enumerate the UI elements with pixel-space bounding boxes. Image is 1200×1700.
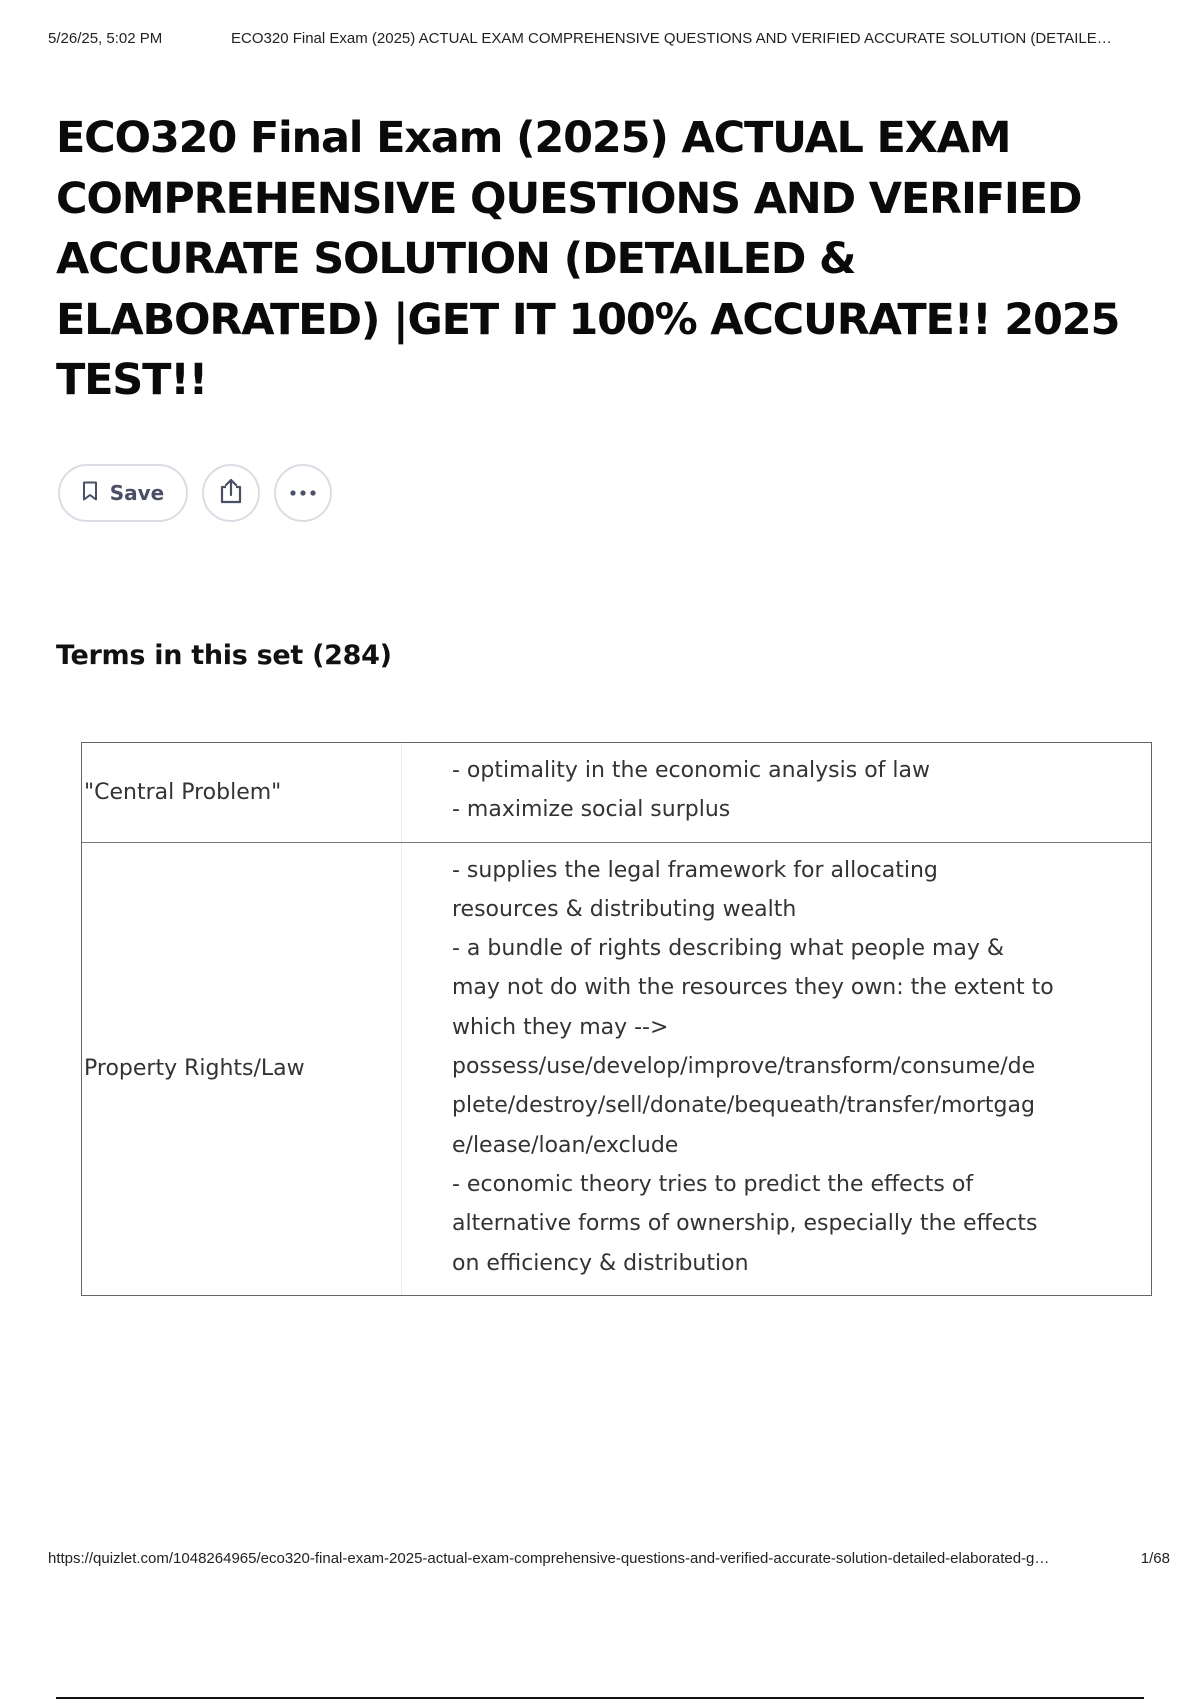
share-icon xyxy=(218,477,244,510)
print-url: https://quizlet.com/1048264965/eco320-final-exam-2025-actual-exam-comprehensive-questions-and-verified-accurate-solution-detailed-elaborated-g… xyxy=(48,1550,1050,1567)
terms-heading: Terms in this set (284) xyxy=(56,640,392,671)
definition-line: - a bundle of rights describing what people may & xyxy=(452,936,1005,962)
definition-line: - supplies the legal framework for allocating xyxy=(452,857,938,883)
definition-line: possess/use/develop/improve/transform/consume/de xyxy=(452,1054,1036,1080)
definition-text xyxy=(402,843,1151,1295)
divider xyxy=(56,1697,1144,1699)
more-horizontal-icon xyxy=(289,484,317,502)
term-row xyxy=(82,743,1151,842)
save-label: Save xyxy=(109,481,165,505)
action-bar xyxy=(58,464,332,522)
share-button[interactable] xyxy=(202,464,260,522)
definition-line: e/lease/loan/exclude xyxy=(452,1132,679,1158)
print-header xyxy=(48,30,1170,50)
more-options-button[interactable] xyxy=(274,464,332,522)
definition-line: plete/destroy/sell/donate/bequeath/transfer/mortgag xyxy=(452,1093,1035,1119)
print-doc-title: ECO320 Final Exam (2025) ACTUAL EXAM COMPREHENSIVE QUESTIONS AND VERIFIED ACCURATE SOLUTION (DETAILE… xyxy=(231,30,1112,47)
definition-line: - optimality in the economic analysis of law xyxy=(452,758,930,783)
definition-line: alternative forms of ownership, especially the effects xyxy=(452,1211,1038,1237)
term-row xyxy=(82,842,1151,1295)
definition-text xyxy=(402,743,1151,842)
definition-line: which they may --> xyxy=(452,1014,669,1040)
definition-line: on efficiency & distribution xyxy=(452,1250,749,1276)
page-number: 1/68 xyxy=(1140,1550,1170,1567)
print-footer xyxy=(48,1550,1170,1570)
term-text: Property Rights/Law xyxy=(82,843,402,1295)
save-button[interactable] xyxy=(58,464,188,522)
print-date: 5/26/25, 5:02 PM xyxy=(48,30,163,47)
bookmark-icon xyxy=(82,481,98,506)
page-title: ECO320 Final Exam (2025) ACTUAL EXAM COMPREHENSIVE QUESTIONS AND VERIFIED ACCURATE SOLUTION (DETAILED & ELABORATED) |GET IT 100% ACCURATE!! 2025 TEST!! xyxy=(56,113,1120,405)
definition-line: resources & distributing wealth xyxy=(452,896,797,922)
definition-line: - maximize social surplus xyxy=(452,797,731,823)
terms-table xyxy=(81,742,1152,1296)
term-text: "Central Problem" xyxy=(82,743,402,842)
definition-line: - economic theory tries to predict the effects of xyxy=(452,1171,974,1197)
definition-line: may not do with the resources they own: the extent to xyxy=(452,975,1054,1001)
